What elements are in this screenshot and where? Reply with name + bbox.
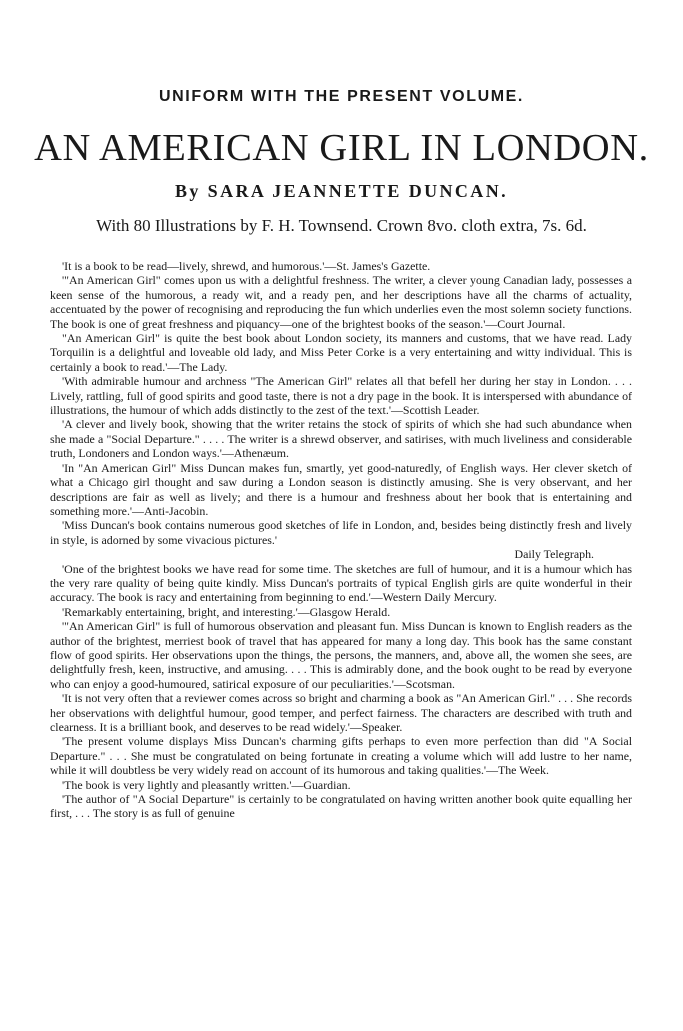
review-scotsman: '"An American Girl" is full of humorous observation and pleasant fun. Miss Duncan is known to English readers as the author of the brightest, merriest book of travel that has appeared for many a long day. This book has the same constant flow of good spirits. Her observations upon the things, the persons, the manners, and, above all, the women she sees, are delightfully fresh, keen, instructive, and amusing. . . . This is admirably done, and the book ought to be read by everyone who can enjoy a good-humoured, satirical exposure of our peculiarities.'—Scotsman.	[50, 619, 632, 691]
press-reviews	[50, 259, 632, 821]
review-glasgow-herald: 'Remarkably entertaining, bright, and interesting.'—Glasgow Herald.	[62, 604, 391, 619]
review-social-departure-author: 'The author of "A Social Departure" is certainly to be congratulated on having written another book quite equalling her first, . . . The story is as full of genuine	[50, 792, 632, 821]
review-western-daily-mercury: 'One of the brightest books we have read for some time. The sketches are full of humour, and it is a humour which has the very rare quality of being quite kindly. Miss Duncan's portraits of typical English girls are quite wonderful in their accuracy. The book is racy and entertaining from beginning to end.'—Western Daily Mercury.	[50, 561, 632, 605]
review-source-daily-telegraph: Daily Telegraph.	[514, 547, 594, 562]
review-guardian: 'The book is very lightly and pleasantly written.'—Guardian.	[62, 777, 351, 792]
review-scottish-leader: 'With admirable humour and archness "The American Girl" relates all that befell her during her stay in London. . . . Lively, rattling, full of good spirits and good taste, there is not a dry page in the book. It is interspersed with abundance of illustrations, the humour of which adds distinctly to the zest of the text.'—Scottish Leader.	[50, 374, 632, 418]
author-byline: By SARA JEANNETTE DUNCAN.	[174, 181, 509, 201]
review-the-lady: "An American Girl" is quite the best book about London society, its manners and customs, that we have read. Lady Torquilin is a delightful and loveable old lady, and Miss Peter Corke is a very entertaining and witty individual. This is certainly a book to read.'—The Lady.	[50, 331, 632, 374]
review-speaker: 'It is not very often that a reviewer comes across so bright and charming a book as "An American Girl." . . . She records her observations with delightful humour, good temper, and perfect fairness. The characters are described with truth and clearness. It is a brilliant book, and deserves to be read widely.'—Speaker.	[50, 691, 632, 734]
book-title: AN AMERICAN GIRL IN LONDON.	[34, 127, 649, 169]
review-court-journal: '"An American Girl" comes upon us with a delightful freshness. The writer, a clever young Canadian lady, possesses a keen sense of the humorous, a ready wit, and a ready pen, and her descriptions have all the charms of actuality, accentuated by the power of recognising and reproducing the fun which underlies even the most solemn society functions. The book is one of great freshness and piquancy—one of the brightest books of the season.'—Court Journal.	[50, 273, 632, 331]
header-note: UNIFORM WITH THE PRESENT VOLUME.	[159, 88, 524, 105]
review-anti-jacobin: 'In "An American Girl" Miss Duncan makes fun, smartly, yet good-naturedly, of English ways. Her clever sketch of what a Chicago girl thought and saw during a London season is distinctly amusing. She is very observant, and her descriptions are fair as well as lively; and there is a humour and freshness about her book that is entertaining and something more.'—Anti-Jacobin.	[50, 460, 632, 518]
review-athenaeum: 'A clever and lively book, showing that the writer retains the stock of spirits of which she had such abundance when she made a "Social Departure." . . . . The writer is a shrewd observer, and satirises, with much liveliness and considerable truth, Londoners and London ways.'—Athenæum.	[50, 417, 632, 461]
review-st-james-gazette: 'It is a book to be read—lively, shrewd, and humorous.'—St. James's Gazette.	[62, 259, 431, 273]
review-daily-telegraph: 'Miss Duncan's book contains numerous good sketches of life in London, and, besides being distinctly fresh and lively in style, is adorned by some vivacious pictures.'	[50, 518, 632, 547]
illustrations-price-line: With 80 Illustrations by F. H. Townsend. Crown 8vo. cloth extra, 7s. 6d.	[96, 216, 587, 235]
review-the-week: 'The present volume displays Miss Duncan's charming gifts perhaps to even more perfection than did "A Social Departure." . . . She must be congratulated on being fortunate in creating a volume which will add lustre to her name, while it will doubtless be very widely read on account of its humorous and taking qualities.'—The Week.	[50, 734, 632, 778]
